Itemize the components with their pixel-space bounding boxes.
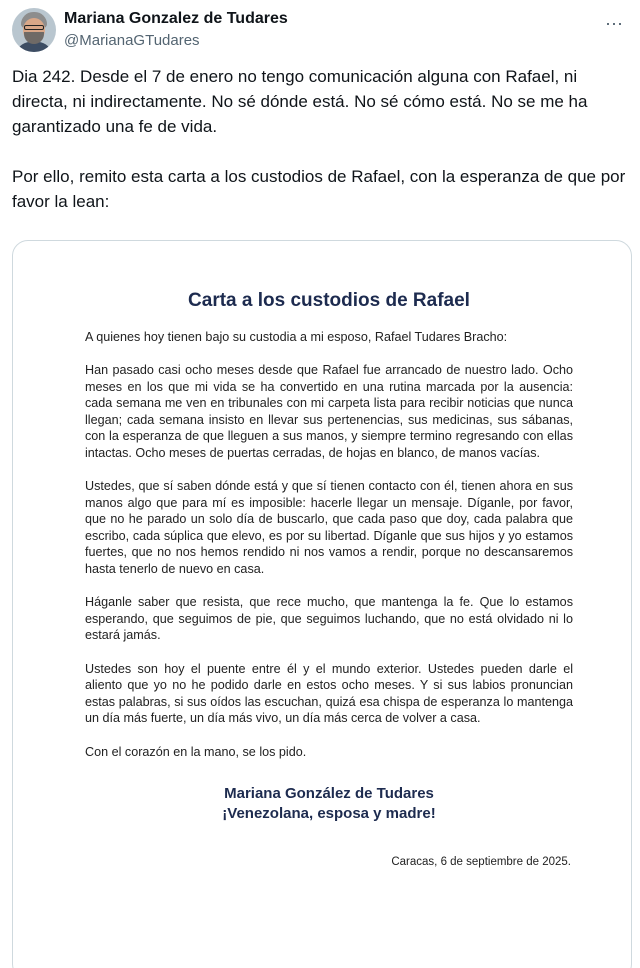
letter-signature: [85, 784, 573, 824]
tweet-text: [12, 64, 628, 239]
signature-tagline: ¡Venezolana, esposa y madre!: [222, 805, 436, 822]
letter-paragraph: Háganle saber que resista, que rece mucho, que mantenga la fe. Que lo estamos esperando, que seguimos de pie, que seguimos luchando, que no está olvidado ni lo estará jamás.: [85, 595, 573, 642]
letter-salutation: A quienes hoy tienen bajo su custodia a mi esposo, Rafael Tudares Bracho:: [85, 329, 508, 344]
signature-name: Mariana González de Tudares: [224, 785, 434, 802]
letter-document: [85, 290, 573, 871]
letter-closing: Con el corazón en la mano, se los pido.: [85, 744, 307, 759]
author-display-name[interactable]: Mariana Gonzalez de Tudares: [64, 10, 288, 27]
tweet-paragraph: Dia 242. Desde el 7 de enero no tengo comunicación alguna con Rafael, ni directa, ni indirectamente. No sé dónde está. No sé cómo está. No se me ha garantizado una fe de vida.: [12, 67, 588, 136]
author-handle[interactable]: @MarianaGTudares: [64, 32, 200, 49]
tweet-paragraph: Por ello, remito esta carta a los custodios de Rafael, con la esperanza de que por favor la lean:: [12, 167, 626, 211]
more-options-icon[interactable]: ⋯: [605, 14, 623, 34]
letter-paragraph: Ustedes son hoy el puente entre él y el mundo exterior. Ustedes pueden darle el aliento que yo no he podido darle en estos ocho meses. Y si sus labios pronuncian estas palabras, si sus oídos las escuchan, quizá esa chispa de esperanza lo mantenga un día más fuerte, un día más vivo, un día más cerca de volver a casa.: [85, 661, 573, 725]
letter-image[interactable]: [12, 240, 632, 968]
letter-place-date: Caracas, 6 de septiembre de 2025.: [391, 856, 571, 868]
tweet-header: [12, 8, 628, 56]
letter-paragraph: Ustedes, que sí saben dónde está y que sí tienen contacto con él, tienen ahora en sus manos algo que para mí es imposible: hacerle llegar un mensaje. Díganle, por favor, que no he parado un solo día de buscarlo, que cada paso que doy, cada palabra que escribo, cada súplica que elevo, es por su libertad. Díganle que sus hijos y yo estamos fuertes, que no nos hemos rendido ni nos vamos a rendir, porque no descansaremos hasta tenerlo de nuevo en casa.: [85, 479, 573, 576]
avatar[interactable]: [12, 8, 56, 52]
letter-title: Carta a los custodios de Rafael: [188, 290, 470, 311]
letter-paragraph: Han pasado casi ocho meses desde que Rafael fue arrancado de nuestro lado. Ocho meses en los que mi vida se ha convertido en una rutina marcada por la ausencia: cada semana me ven en tribunales con mi carpeta lista para recibir noticias que nunca llegan; cada semana insisto en llevar sus pertenencias, sus medicinas, sus sábanas, con la esperanza de que lleguen a sus manos, y siempre termino regresando con ellas intactas. Ocho meses de puertas cerradas, de hojas en blanco, de manos vacías.: [85, 363, 573, 460]
